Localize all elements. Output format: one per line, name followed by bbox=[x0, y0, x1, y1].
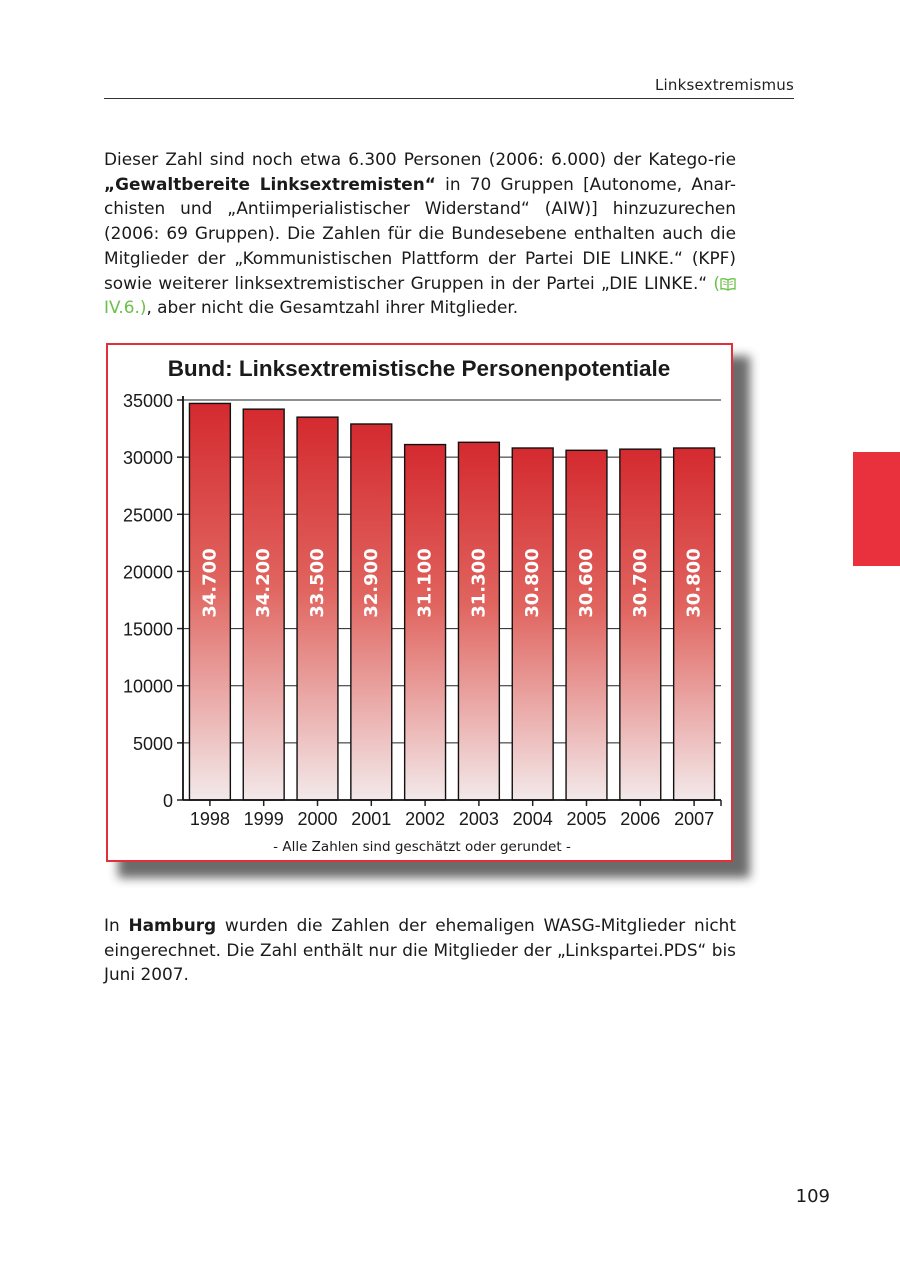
bar-chart bbox=[108, 345, 731, 860]
bar-value-label: 34.200 bbox=[253, 548, 275, 618]
x-tick-label: 2001 bbox=[351, 809, 392, 829]
x-tick-label: 1999 bbox=[243, 809, 284, 829]
hamburg-paragraph bbox=[104, 913, 736, 987]
y-tick-label: 20000 bbox=[122, 562, 173, 583]
bar-value-label: 32.900 bbox=[360, 548, 382, 618]
hamburg-text-1: In bbox=[104, 915, 129, 935]
bar-value-label: 30.700 bbox=[629, 548, 651, 618]
hamburg-bold-term: Hamburg bbox=[128, 915, 217, 935]
x-tick-label: 2004 bbox=[512, 809, 553, 829]
bar-value-label: 30.600 bbox=[576, 548, 597, 618]
bar bbox=[405, 445, 446, 800]
y-tick-label: 0 bbox=[162, 791, 173, 811]
chapter-thumb-tab bbox=[853, 452, 900, 566]
y-tick-label: 25000 bbox=[122, 505, 173, 526]
chart-figure bbox=[106, 343, 733, 862]
page-number: 109 bbox=[795, 1186, 830, 1207]
xref-label: IV.6.) bbox=[104, 297, 147, 318]
intro-text-1: Dieser Zahl sind noch etwa 6.300 Personen (2006: 6.000) der Katego-rie bbox=[104, 149, 736, 169]
bar bbox=[458, 442, 499, 800]
chart-footnote: - Alle Zahlen sind geschätzt oder gerundet - bbox=[273, 839, 571, 855]
bar-value-label: 31.300 bbox=[468, 548, 490, 618]
bar bbox=[674, 448, 715, 800]
x-tick-label: 2007 bbox=[674, 809, 715, 829]
intro-text-2: in 70 Gruppen [Autonome, Anar-chisten und „Antiimperialistischer Widerstand“ (AIW)] hinzuzurechen (2006: 69 Gruppen). Die Zahlen für die Bundesebene enthalten auch die Mitglieder der „Kommunistischen Plattform der Partei DIE LINKE.“ (KPF) sowie weiterer linksextremistischer Gruppen in der Partei „DIE LINKE.“ bbox=[104, 173, 736, 293]
x-tick-label: 2000 bbox=[297, 809, 338, 829]
y-tick-label: 30000 bbox=[122, 448, 173, 469]
bar bbox=[566, 450, 607, 800]
running-head-title: Linksextremismus bbox=[654, 76, 794, 94]
y-tick-label: 5000 bbox=[132, 733, 173, 754]
y-tick-label: 35000 bbox=[122, 391, 173, 411]
header-rule bbox=[104, 98, 794, 99]
intro-paragraph bbox=[104, 147, 736, 320]
bar-value-label: 31.100 bbox=[414, 548, 436, 618]
bar bbox=[512, 448, 553, 800]
bar-value-label: 30.800 bbox=[683, 548, 705, 618]
bar-value-label: 33.500 bbox=[307, 548, 328, 618]
chart-title: Bund: Linksextremistische Personenpotentiale bbox=[167, 356, 671, 381]
x-tick-label: 1998 bbox=[189, 809, 230, 829]
book-icon bbox=[720, 277, 736, 291]
intro-text-3: , aber nicht die Gesamtzahl ihrer Mitglieder. bbox=[146, 297, 519, 318]
x-tick-label: 2005 bbox=[566, 809, 607, 829]
bar bbox=[620, 449, 661, 800]
bar-value-label: 34.700 bbox=[199, 548, 221, 618]
y-tick-label: 10000 bbox=[122, 676, 173, 697]
intro-bold-term: „Gewaltbereite Linksextremisten“ bbox=[104, 173, 436, 194]
x-tick-label: 2002 bbox=[405, 809, 446, 829]
x-tick-label: 2003 bbox=[458, 809, 499, 829]
bar-value-label: 30.800 bbox=[522, 548, 544, 618]
xref-open-paren: ( bbox=[713, 272, 720, 293]
x-tick-label: 2006 bbox=[620, 809, 661, 829]
y-tick-label: 15000 bbox=[122, 619, 173, 640]
hamburg-text-2: wurden die Zahlen der ehemaligen WASG-Mitglieder nicht eingerechnet. Die Zahl enthält nur die Mitglieder der „Linkspartei.PDS“ bis Juni 2007. bbox=[104, 915, 736, 985]
